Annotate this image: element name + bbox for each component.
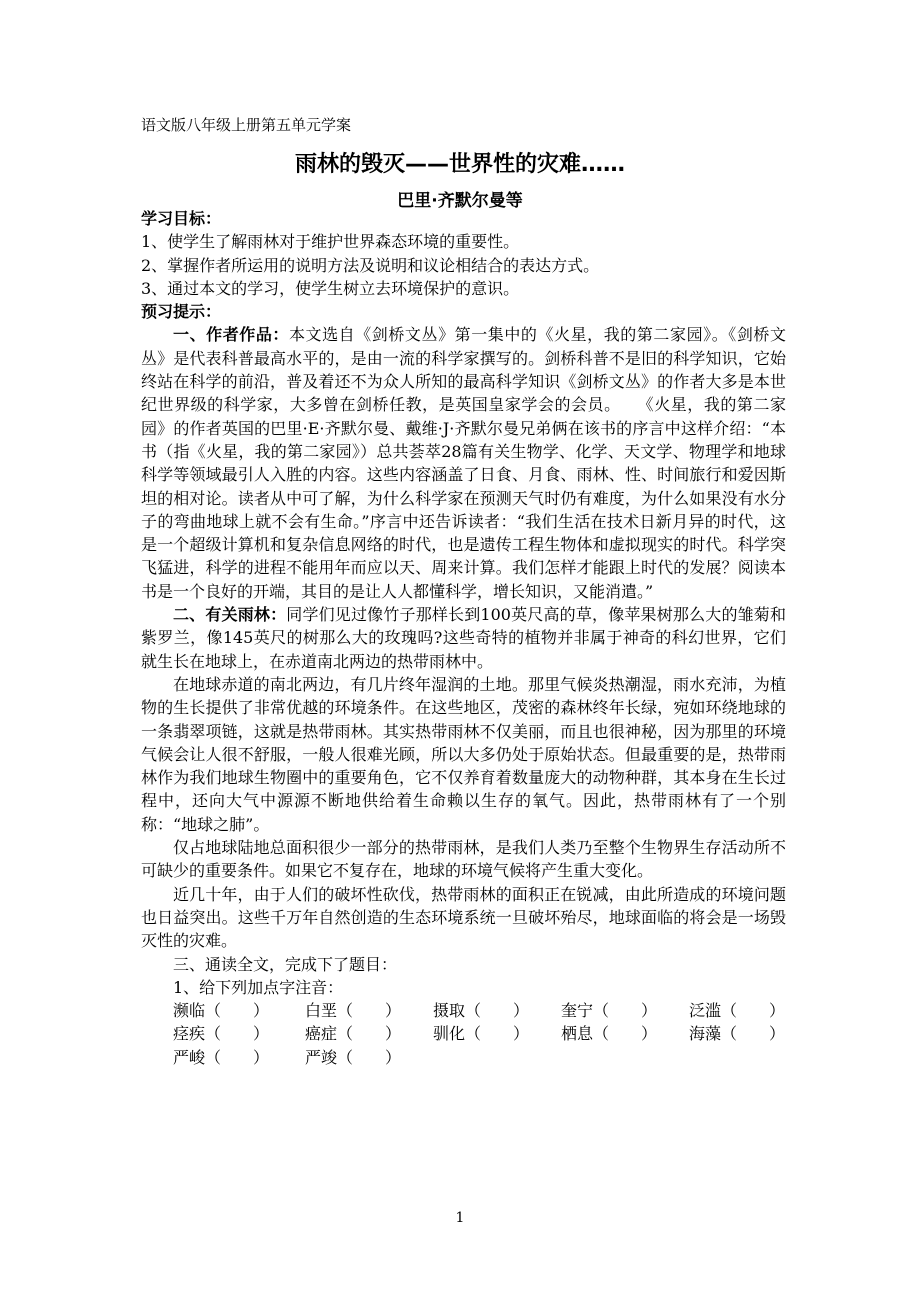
section-author-works [141, 323, 786, 603]
goal-item: 3、通过本文的学习，使学生树立去环境保护的意识。 [141, 278, 520, 298]
pinyin-exercise-grid [141, 999, 786, 1069]
document-header: 语文版八年级上册第五单元学案 [141, 116, 352, 134]
section-text: 同学们见过像竹子那样长到100英尺高的草，像苹果树那么大的雏菊和紫罗兰，像145英尺的树那么大的玫瑰吗?这些奇特的植物并非属于神奇的科幻世界，它们就生长在地球上，在赤道南北两边的热带雨林中。 [141, 605, 786, 671]
section-label: 一、作者作品： [173, 325, 289, 345]
exercise-word: 摄取（ ） [433, 1001, 530, 1021]
document-author: 巴里·齐默尔曼等 [397, 191, 523, 211]
exercise-word: 奎宁（ ） [561, 1001, 658, 1021]
goal-item: 1、使学生了解雨林对于维护世界森态环境的重要性。 [141, 232, 520, 252]
exercise-word: 痉疾（ ） [173, 1024, 270, 1044]
exercise-word: 栖息（ ） [561, 1024, 658, 1044]
document-body [141, 207, 786, 1069]
exercise-word: 严竣（ ） [305, 1047, 402, 1067]
paragraph: 在地球赤道的南北两边，有几片终年湿润的土地。那里气候炎热潮湿，雨水充沛，为植物的生长提供了非常优越的环境条件。在这些地区，茂密的森林终年长绿，宛如环绕地球的一条翡翠项链，这就是热带雨林。其实热带雨林不仅美丽，而且也很神秘，因为那里的环境气候会让人很不舒服，一般人很难光顾，所以大多仍处于原始状态。但最重要的是，热带雨林作为我们地球生物圈中的重要角色，它不仅养育着数量庞大的动物种群，其本身在生长过程中，还向大气中源源不断地供给着生命赖以生存的氧气。因此，热带雨林有了一个别称：“地球之肺”。 [141, 674, 786, 834]
section-text: 本文选自《剑桥文丛》第一集中的《火星，我的第二家园》。《剑桥文丛》是代表科普最高水平的，是由一流的科学家撰写的。剑桥科普不是旧的科学知识，它始终站在科学的前沿，普及着还不为众人所知的最高科学知识《剑桥文丛》的作者大多是本世纪世界级的科学家，大多曾在剑桥任教，是英国皇家学会的会员。 《火星，我的第二家园》的作者英国的巴里·E·齐默尔曼、戴维·J·齐默尔曼兄弟俩在该书的序言中这样介绍：“本书（指《火星，我的第二家园》）总共荟萃28篇有关生物学、化学、天文学、物理学和地球科学等领域最引人入胜的内容。这些内容涵盖了日食、月食、雨林、性、时间旅行和爱因斯坦的相对论。读者从中可了解，为什么科学家在预测天气时仍有难度，为什么如果没有水分子的弯曲地球上就不会有生命。”序言中还告诉读者：“我们生活在技术日新月异的时代，这是一个超级计算机和复杂信息网络的时代，也是遗传工程生物体和虚拟现实的时代。科学突飞猛进，科学的进程不能用年而应以天、周来计算。我们怎样才能跟上时代的发展？阅读本书是一个良好的开端，其目的是让人人都懂科学，增长知识，又能消遣。” [141, 325, 786, 601]
preview-label: 预习提示： [141, 302, 222, 322]
exercise-word: 驯化（ ） [433, 1024, 530, 1044]
goals-label: 学习目标： [141, 209, 222, 228]
exercise-word: 严峻（ ） [173, 1047, 270, 1067]
exercise-word: 泛滥（ ） [689, 1001, 786, 1021]
question-1: 1、给下列加点字注音： [173, 977, 344, 997]
page-number: 1 [455, 1210, 465, 1226]
document-title: 雨林的毁灭——世界性的灾难…… [294, 152, 625, 177]
section-rainforest [141, 603, 786, 673]
paragraph: 仅占地球陆地总面积很少一部分的热带雨林，是我们人类乃至整个生物界生存活动所不可缺少的重要条件。如果它不复存在，地球的环境气候将产生重大变化。 [141, 838, 786, 881]
goal-item: 2、掌握作者所运用的说明方法及说明和议论相结合的表达方式。 [141, 255, 600, 275]
exercise-word: 癌症（ ） [305, 1024, 402, 1044]
section-label: 二、有关雨林： [173, 605, 287, 625]
paragraph: 近几十年，由于人们的破坏性砍伐，热带雨林的面积正在锐减，由此所造成的环境问题也日益突出。这些千万年自然创造的生态环境系统一旦破坏殆尽，地球面临的将会是一场毁灭性的灾难。 [141, 884, 786, 951]
exercise-word: 濒临（ ） [173, 1001, 270, 1021]
exercise-word: 白垩（ ） [305, 1001, 402, 1021]
section-exercise-heading: 三、通读全文，完成下了题目： [173, 954, 398, 974]
exercise-word: 海藻（ ） [689, 1024, 786, 1044]
